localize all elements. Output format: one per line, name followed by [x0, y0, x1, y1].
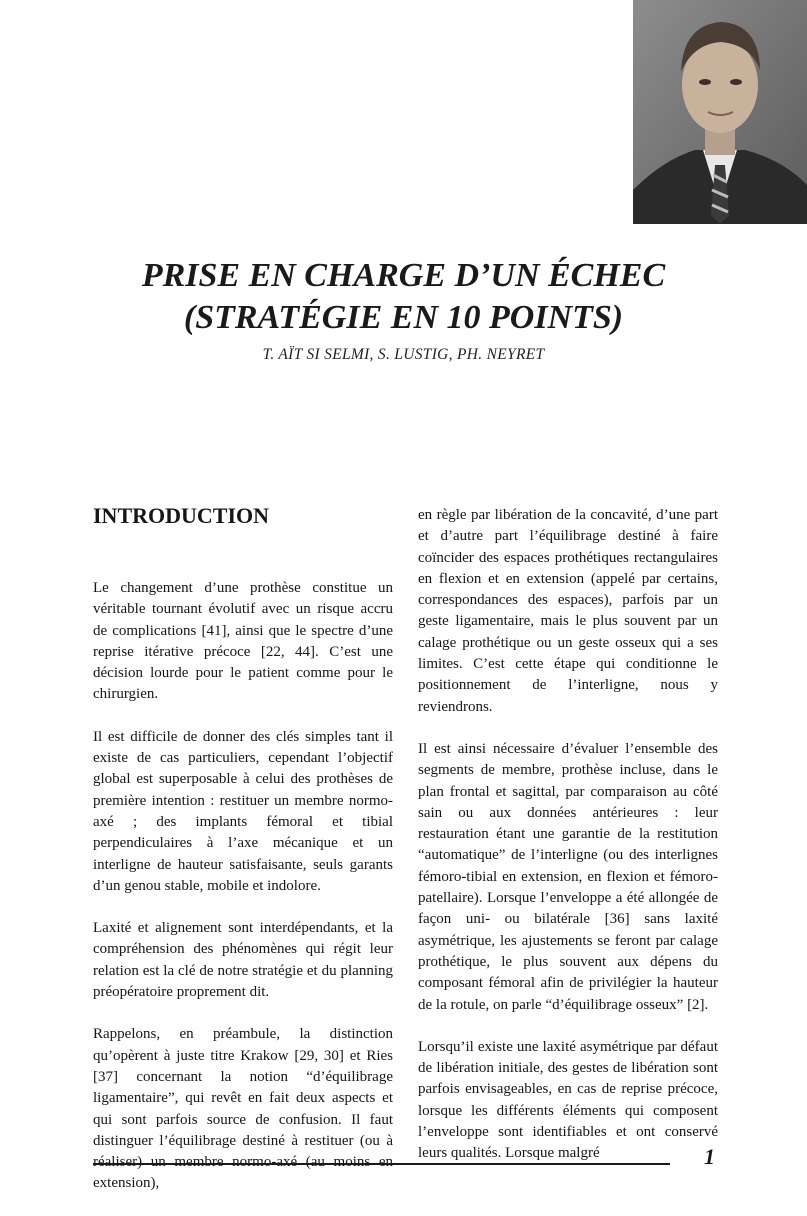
- left-text-column: [93, 502, 393, 1216]
- paragraph: Il est difficile de donner des clés simples tant il existe de cas particuliers, cependant l’objectif global est superposable à celui des prothèses de première intention : restituer un membre normo-axé ; des implants fémoral et tibial perpendiculaires à l’axe mécanique et un interligne de hauteur satisfaisante, seuls garants d’un genou stable, mobile et indolore.: [93, 728, 393, 894]
- article-title: [0, 255, 807, 339]
- paragraph: Laxité et alignement sont interdépendants, et la compréhension des phénomènes qui régit leur relation est la clé de notre stratégie et du planning préopératoire proprement dit.: [93, 920, 393, 1001]
- page-number: 1: [704, 1144, 715, 1169]
- author-portrait-photo: [633, 0, 807, 224]
- title-line-1: PRISE EN CHARGE D’UN ÉCHEC: [141, 257, 666, 294]
- title-line-2: (STRATÉGIE EN 10 POINTS): [183, 299, 624, 336]
- paragraph: Lorsqu’il existe une laxité asymétrique par défaut de libération initiale, des gestes de libération sont parfois envisageables, en cas de reprise précoce, lorsque les différents éléments qui composent l’enveloppe sont identifiables et ont conservé leurs qualités. Lorsque malgré: [418, 1038, 718, 1162]
- section-heading-introduction: INTRODUCTION: [93, 503, 270, 528]
- paragraph: Il est ainsi nécessaire d’évaluer l’ensemble des segments de membre, prothèse incluse, dans le plan frontal et sagittal, par comparaison au côté sain ou aux données antérieures : leur restauration étant une garantie de la restitution “automatique” de l’interligne (ou des interlignes fémoro-tibial en extension, en flexion et fémoro-patellaire). Lorsque l’enveloppe a été allongée de façon uni- ou bilatérale [36] sans laxité asymétrique, les ajustements se feront par calage prothétique, le plus souvent aux dépens du composant fémoral afin de privilégier la hauteur de la rotule, on parle “d’équilibrage osseux” [2].: [418, 740, 718, 1013]
- author-list: T. AÏT SI SELMI, S. LUSTIG, PH. NEYRET: [262, 346, 545, 363]
- portrait-image: [633, 0, 807, 224]
- footer-divider: [93, 1163, 670, 1165]
- paragraph: Rappelons, en préambule, la distinction qu’opèrent à juste titre Krakow [29, 30] et Ries [37] concernant la notion “d’équilibrage ligamentaire”, qui revêt en fait deux aspects et qui sont parfois source de confusion. Il faut distinguer l’équilibrage destiné à restituer (ou à extension),: [93, 1026, 393, 1192]
- paragraph: Le changement d’une prothèse constitue un véritable tournant évolutif avec un risque accru de complications [41], ainsi que le spectre d’une reprise itérative précoce [22, 44]. C’est une décision lourde pour le patient comme pour le chirurgien.: [93, 580, 393, 703]
- paragraph: en règle par libération de la concavité, d’une part et d’autre part l’équilibrage destiné à faire coïncider des espaces prothétiques rectangulaires en flexion et en extension (appelé par certains, correspondances des espaces), parfois par un geste ligamentaire, mais le plus souvent par un calage prothétique ou un geste osseux qui a ses limites. C’est cette étape qui conditionne le positionnement de l’interligne, nous y reviendrons.: [418, 507, 718, 715]
- right-text-column: [418, 505, 718, 1186]
